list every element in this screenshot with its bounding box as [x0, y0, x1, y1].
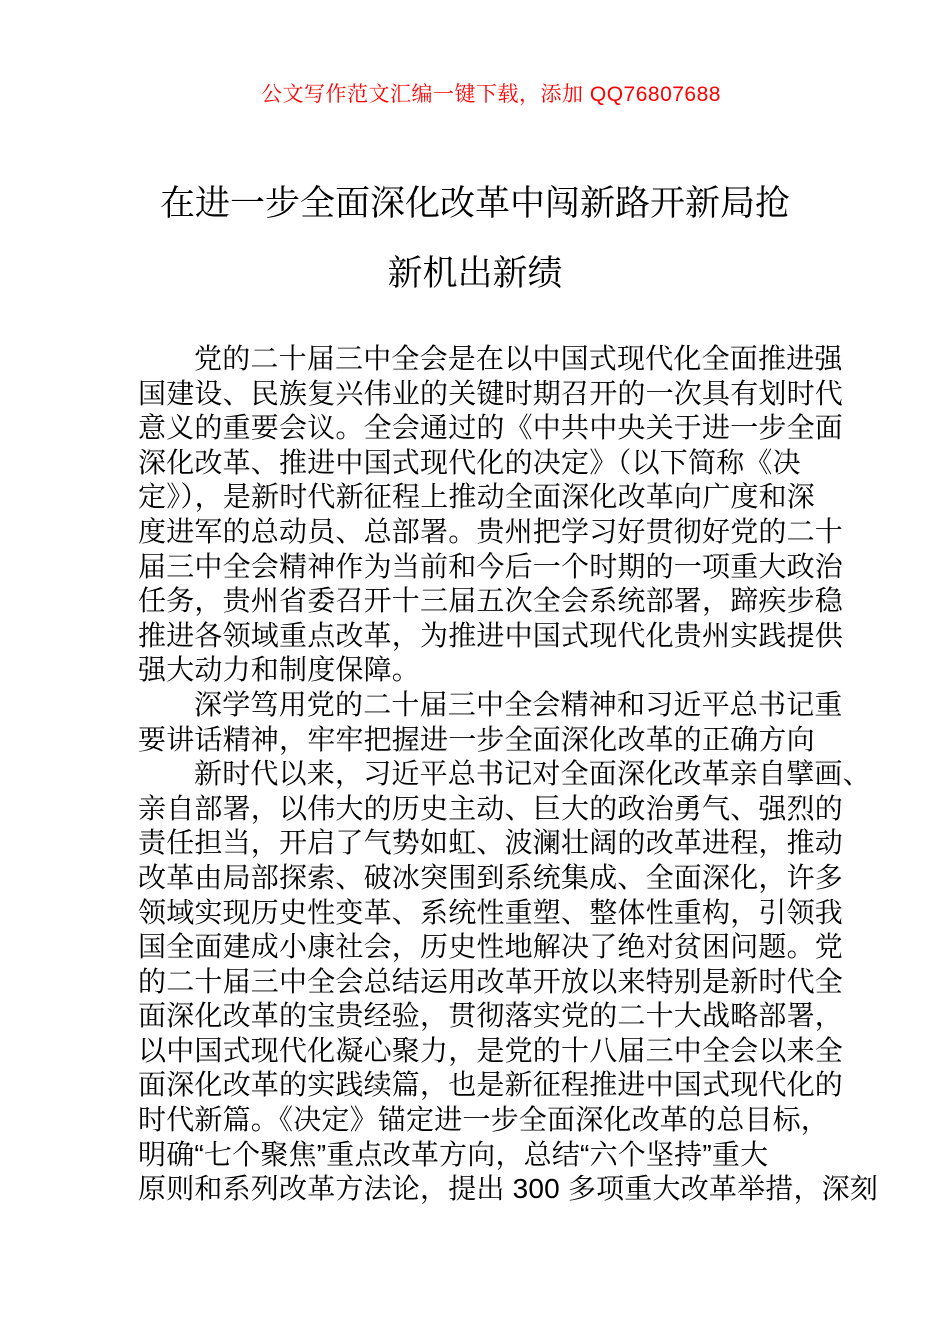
body-text-line: 届三中全会精神作为当前和今后一个时期的一项重大政治	[138, 550, 844, 582]
body-text-line: 面深化改革的宝贵经验，贯彻落实党的二十大战略部署，	[138, 1000, 844, 1032]
body-text-line: 原则和系列改革方法论，提出 300 多项重大改革举措，深刻	[138, 1173, 879, 1205]
body-text-line: 改革由局部探索、破冰突围到系统集成、全面深化，许多	[138, 861, 844, 893]
body-text-line: 以中国式现代化凝心聚力，是党的十八届三中全会以来全	[138, 1034, 844, 1066]
paragraph-1	[138, 342, 844, 688]
title-line-1: 在进一步全面深化改革中闯新路开新局抢	[159, 184, 790, 223]
body-text-line: 新时代以来，习近平总书记对全面深化改革亲自擘画、	[194, 758, 871, 790]
header-ad-text: 公文写作范文汇编一键下载，添加 QQ76807688	[261, 83, 721, 106]
body-text-line: 的二十届三中全会总结运用改革开放以来特别是新时代全	[138, 965, 844, 997]
body-text-line: 要讲话精神，牢牢把握进一步全面深化改革的正确方向	[138, 723, 815, 755]
body-text-line: 时代新篇。《决定》锚定进一步全面深化改革的总目标，	[138, 1104, 830, 1136]
body-text-line: 面深化改革的实践续篇，也是新征程推进中国式现代化的	[138, 1069, 844, 1101]
body-text-line: 责任担当，开启了气势如虹、波澜壮阔的改革进程，推动	[138, 827, 844, 859]
body-text-line: 定》），是新时代新征程上推动全面深化改革向广度和深	[138, 481, 816, 513]
body-text-line: 度进军的总动员、总部署。贵州把学习好贯彻好党的二十	[138, 515, 844, 547]
body-text-line: 任务，贵州省委召开十三届五次全会系统部署，蹄疾步稳	[138, 585, 844, 617]
body-text-line: 亲自部署，以伟大的历史主动、巨大的政治勇气、强烈的	[138, 792, 844, 824]
body-text-line: 国建设、民族复兴伟业的关键时期召开的一次具有划时代	[138, 377, 844, 409]
body-text-line: 推进各领域重点改革，为推进中国式现代化贵州实践提供	[138, 619, 844, 651]
body-text-line: 深学笃用党的二十届三中全会精神和习近平总书记重	[194, 688, 843, 720]
body-text-line: 明确“七个聚焦”重点改革方向，总结“六个坚持”重大	[138, 1138, 769, 1170]
paragraph-2	[138, 688, 843, 757]
body-text-line: 党的二十届三中全会是在以中国式现代化全面推进强	[194, 343, 843, 374]
body-text-line: 意义的重要会议。全会通过的《中共中央关于进一步全面	[138, 412, 844, 444]
body-text-line: 深化改革、推进中国式现代化的决定》（以下简称《决	[138, 446, 801, 478]
body-text-line: 国全面建成小康社会，历史性地解决了绝对贫困问题。党	[138, 931, 844, 963]
body-text-line: 领域实现历史性变革、系统性重塑、整体性重构，引领我	[138, 896, 844, 928]
title-line-2: 新机出新绩	[387, 254, 563, 293]
document-body	[138, 342, 879, 1207]
document-title	[0, 169, 950, 309]
body-text-line: 强大动力和制度保障。	[138, 654, 421, 686]
paragraph-3	[138, 757, 879, 1207]
